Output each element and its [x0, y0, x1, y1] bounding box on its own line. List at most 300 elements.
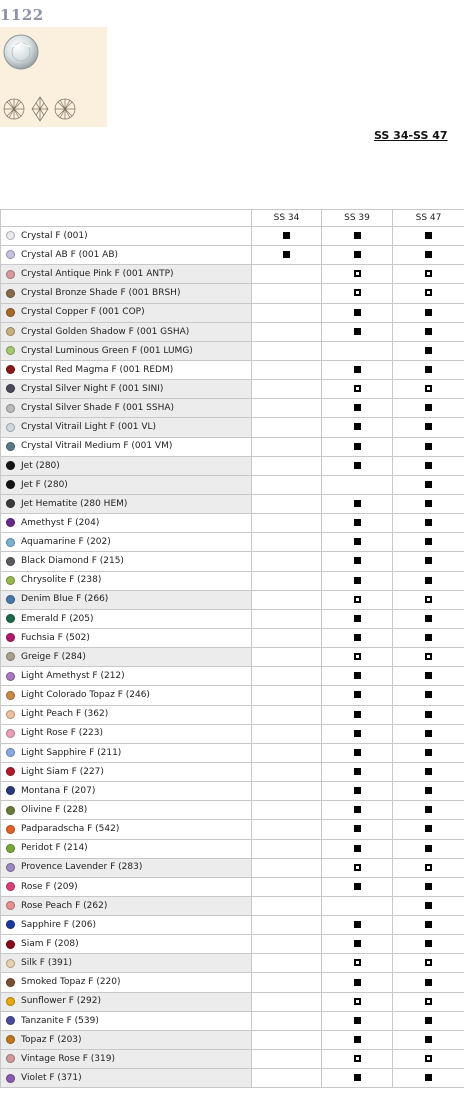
- table-row: [1, 533, 464, 552]
- availability-cell-ss39: [322, 571, 393, 590]
- color-name: Olivine F (228): [21, 805, 88, 816]
- availability-cell-ss34: [252, 896, 322, 915]
- availability-cell-ss34: [252, 227, 322, 246]
- color-name-cell: [1, 609, 252, 628]
- color-swatch-icon: [6, 767, 15, 776]
- table-row: [1, 858, 464, 877]
- color-swatch-icon: [6, 1054, 15, 1063]
- color-name-cell: [1, 877, 252, 896]
- available-filled-icon: [425, 577, 432, 584]
- color-swatch-icon: [6, 920, 15, 929]
- color-name-cell: [1, 628, 252, 647]
- product-code: 1122: [0, 6, 44, 24]
- color-name: Crystal Vitrail Medium F (001 VM): [21, 441, 173, 452]
- color-name: Black Diamond F (215): [21, 556, 124, 567]
- available-filled-icon: [354, 557, 361, 564]
- color-name: Siam F (208): [21, 939, 79, 950]
- color-name-cell: [1, 227, 252, 246]
- color-name-cell: [1, 648, 252, 667]
- table-row: [1, 743, 464, 762]
- availability-cell-ss47: [393, 782, 464, 801]
- availability-cell-ss47: [393, 227, 464, 246]
- availability-cell-ss39: [322, 475, 393, 494]
- availability-cell-ss34: [252, 686, 322, 705]
- availability-cell-ss47: [393, 360, 464, 379]
- availability-cell-ss47: [393, 648, 464, 667]
- availability-cell-ss47: [393, 284, 464, 303]
- color-swatch-icon: [6, 1035, 15, 1044]
- color-name-cell: [1, 284, 252, 303]
- table-row: [1, 686, 464, 705]
- color-name-cell: [1, 839, 252, 858]
- availability-cell-ss34: [252, 456, 322, 475]
- available-filled-icon: [425, 538, 432, 545]
- availability-cell-ss39: [322, 533, 393, 552]
- available-filled-icon: [425, 328, 432, 335]
- availability-cell-ss47: [393, 380, 464, 399]
- color-name-cell: [1, 801, 252, 820]
- availability-cell-ss34: [252, 380, 322, 399]
- color-swatch-icon: [6, 595, 15, 604]
- table-row: [1, 839, 464, 858]
- availability-cell-ss47: [393, 762, 464, 781]
- color-name-cell: [1, 437, 252, 456]
- color-name: Crystal Antique Pink F (001 ANTP): [21, 269, 174, 280]
- availability-cell-ss39: [322, 1050, 393, 1069]
- availability-cell-ss47: [393, 628, 464, 647]
- availability-cell-ss39: [322, 322, 393, 341]
- available-filled-icon: [354, 730, 361, 737]
- table-row: [1, 954, 464, 973]
- availability-cell-ss34: [252, 839, 322, 858]
- color-name: Light Rose F (223): [21, 728, 104, 739]
- color-name-cell: [1, 265, 252, 284]
- color-name-cell: [1, 992, 252, 1011]
- color-swatch-icon: [6, 250, 15, 259]
- color-name-cell: [1, 820, 252, 839]
- availability-cell-ss34: [252, 265, 322, 284]
- color-name-cell: [1, 954, 252, 973]
- availability-cell-ss39: [322, 801, 393, 820]
- availability-cell-ss34: [252, 820, 322, 839]
- table-row: [1, 782, 464, 801]
- color-name-cell: [1, 514, 252, 533]
- color-swatch-icon: [6, 461, 15, 470]
- availability-cell-ss47: [393, 456, 464, 475]
- available-open-icon: [354, 959, 361, 966]
- color-swatch-icon: [6, 729, 15, 738]
- available-filled-icon: [354, 309, 361, 316]
- availability-cell-ss39: [322, 284, 393, 303]
- available-filled-icon: [354, 921, 361, 928]
- availability-cell-ss47: [393, 705, 464, 724]
- table-row: [1, 360, 464, 379]
- available-open-icon: [425, 596, 432, 603]
- color-name: Crystal Luminous Green F (001 LUMG): [21, 345, 193, 356]
- available-filled-icon: [354, 634, 361, 641]
- color-swatch-icon: [6, 691, 15, 700]
- available-filled-icon: [425, 940, 432, 947]
- available-open-icon: [354, 998, 361, 1005]
- color-name: Jet Hematite (280 HEM): [21, 498, 128, 509]
- color-name: Padparadscha F (542): [21, 824, 120, 835]
- color-swatch-icon: [6, 997, 15, 1006]
- column-header-name: [1, 210, 252, 227]
- availability-cell-ss34: [252, 1069, 322, 1088]
- color-name: Crystal Golden Shadow F (001 GSHA): [21, 326, 190, 337]
- color-name: Light Peach F (362): [21, 709, 109, 720]
- color-swatch-icon: [6, 786, 15, 795]
- table-row: [1, 494, 464, 513]
- availability-cell-ss47: [393, 1030, 464, 1049]
- color-availability-table: [0, 209, 464, 1088]
- available-filled-icon: [354, 806, 361, 813]
- available-open-icon: [425, 959, 432, 966]
- availability-cell-ss34: [252, 762, 322, 781]
- availability-cell-ss39: [322, 628, 393, 647]
- availability-cell-ss47: [393, 533, 464, 552]
- available-filled-icon: [354, 979, 361, 986]
- table-row: [1, 1069, 464, 1088]
- color-swatch-icon: [6, 633, 15, 642]
- color-name-cell: [1, 533, 252, 552]
- availability-cell-ss39: [322, 839, 393, 858]
- color-name-cell: [1, 399, 252, 418]
- availability-cell-ss47: [393, 609, 464, 628]
- availability-cell-ss34: [252, 743, 322, 762]
- available-filled-icon: [354, 787, 361, 794]
- availability-cell-ss34: [252, 1030, 322, 1049]
- table-row: [1, 552, 464, 571]
- color-name-cell: [1, 705, 252, 724]
- color-name-cell: [1, 686, 252, 705]
- availability-cell-ss39: [322, 667, 393, 686]
- availability-cell-ss39: [322, 380, 393, 399]
- availability-cell-ss39: [322, 954, 393, 973]
- available-filled-icon: [425, 500, 432, 507]
- available-filled-icon: [354, 691, 361, 698]
- color-name-cell: [1, 360, 252, 379]
- availability-cell-ss47: [393, 341, 464, 360]
- availability-cell-ss34: [252, 705, 322, 724]
- availability-cell-ss34: [252, 858, 322, 877]
- availability-cell-ss39: [322, 552, 393, 571]
- availability-cell-ss39: [322, 341, 393, 360]
- availability-cell-ss47: [393, 858, 464, 877]
- availability-cell-ss47: [393, 935, 464, 954]
- availability-cell-ss39: [322, 973, 393, 992]
- available-filled-icon: [425, 462, 432, 469]
- size-range-link[interactable]: SS 34-SS 47: [374, 129, 448, 142]
- table-row: [1, 801, 464, 820]
- available-filled-icon: [425, 481, 432, 488]
- available-filled-icon: [425, 711, 432, 718]
- color-name: Smoked Topaz F (220): [21, 977, 121, 988]
- availability-cell-ss39: [322, 590, 393, 609]
- available-filled-icon: [354, 768, 361, 775]
- available-filled-icon: [354, 404, 361, 411]
- available-filled-icon: [354, 462, 361, 469]
- available-filled-icon: [354, 500, 361, 507]
- availability-cell-ss39: [322, 724, 393, 743]
- table-row: [1, 322, 464, 341]
- color-name-cell: [1, 896, 252, 915]
- available-open-icon: [425, 998, 432, 1005]
- color-swatch-icon: [6, 384, 15, 393]
- table-row: [1, 341, 464, 360]
- availability-cell-ss47: [393, 475, 464, 494]
- color-name: Rose F (209): [21, 881, 78, 892]
- available-filled-icon: [354, 711, 361, 718]
- table-row: [1, 265, 464, 284]
- color-swatch-icon: [6, 423, 15, 432]
- availability-cell-ss34: [252, 341, 322, 360]
- color-name: Crystal Bronze Shade F (001 BRSH): [21, 288, 181, 299]
- available-filled-icon: [425, 691, 432, 698]
- available-filled-icon: [425, 443, 432, 450]
- table-row: [1, 1030, 464, 1049]
- availability-cell-ss39: [322, 437, 393, 456]
- available-filled-icon: [425, 806, 432, 813]
- color-name: Peridot F (214): [21, 843, 88, 854]
- availability-cell-ss39: [322, 360, 393, 379]
- availability-cell-ss47: [393, 265, 464, 284]
- availability-cell-ss34: [252, 246, 322, 265]
- available-filled-icon: [425, 921, 432, 928]
- available-open-icon: [354, 1055, 361, 1062]
- availability-cell-ss39: [322, 246, 393, 265]
- available-filled-icon: [354, 672, 361, 679]
- availability-cell-ss34: [252, 284, 322, 303]
- availability-cell-ss47: [393, 399, 464, 418]
- color-name: Crystal Copper F (001 COP): [21, 307, 145, 318]
- color-name: Light Colorado Topaz F (246): [21, 690, 150, 701]
- color-name: Chrysolite F (238): [21, 575, 102, 586]
- availability-cell-ss39: [322, 877, 393, 896]
- table-row: [1, 648, 464, 667]
- availability-cell-ss47: [393, 954, 464, 973]
- available-filled-icon: [283, 232, 290, 239]
- available-open-icon: [425, 864, 432, 871]
- color-name-cell: [1, 341, 252, 360]
- product-image-panel: [0, 27, 107, 127]
- color-name: Greige F (284): [21, 651, 86, 662]
- color-name-cell: [1, 1069, 252, 1088]
- available-filled-icon: [425, 519, 432, 526]
- available-filled-icon: [425, 1074, 432, 1081]
- availability-cell-ss34: [252, 533, 322, 552]
- color-name-cell: [1, 246, 252, 265]
- color-swatch-icon: [6, 672, 15, 681]
- available-filled-icon: [354, 538, 361, 545]
- availability-cell-ss34: [252, 360, 322, 379]
- table-row: [1, 456, 464, 475]
- color-name-cell: [1, 322, 252, 341]
- color-name: Amethyst F (204): [21, 517, 100, 528]
- color-name-cell: [1, 494, 252, 513]
- color-name-cell: [1, 1050, 252, 1069]
- color-name: Montana F (207): [21, 785, 96, 796]
- table-row: [1, 571, 464, 590]
- table-row: [1, 916, 464, 935]
- available-filled-icon: [425, 1017, 432, 1024]
- color-name-cell: [1, 552, 252, 571]
- availability-cell-ss47: [393, 1069, 464, 1088]
- availability-cell-ss47: [393, 514, 464, 533]
- color-name: Crystal Vitrail Light F (001 VL): [21, 422, 157, 433]
- available-filled-icon: [425, 404, 432, 411]
- color-swatch-icon: [6, 518, 15, 527]
- table-row: [1, 705, 464, 724]
- color-name: Jet (280): [21, 460, 60, 471]
- available-filled-icon: [354, 749, 361, 756]
- table-row: [1, 284, 464, 303]
- table-row: [1, 399, 464, 418]
- color-name: Sunflower F (292): [21, 996, 101, 1007]
- color-name: Sapphire F (206): [21, 919, 96, 930]
- color-name-cell: [1, 475, 252, 494]
- available-filled-icon: [425, 845, 432, 852]
- availability-cell-ss39: [322, 514, 393, 533]
- availability-cell-ss47: [393, 801, 464, 820]
- color-swatch-icon: [6, 576, 15, 585]
- color-name: Aquamarine F (202): [21, 537, 111, 548]
- available-filled-icon: [425, 251, 432, 258]
- availability-cell-ss39: [322, 992, 393, 1011]
- available-filled-icon: [425, 768, 432, 775]
- table-row: [1, 514, 464, 533]
- availability-cell-ss34: [252, 667, 322, 686]
- color-name: Topaz F (203): [21, 1034, 82, 1045]
- table-row: [1, 762, 464, 781]
- availability-cell-ss34: [252, 514, 322, 533]
- color-name: Vintage Rose F (319): [21, 1053, 115, 1064]
- table-row: [1, 609, 464, 628]
- color-name: Fuchsia F (502): [21, 632, 90, 643]
- table-row: [1, 935, 464, 954]
- availability-cell-ss47: [393, 686, 464, 705]
- color-name: Silk F (391): [21, 958, 73, 969]
- table-row: [1, 227, 464, 246]
- color-name: Light Siam F (227): [21, 766, 104, 777]
- color-name-cell: [1, 418, 252, 437]
- available-filled-icon: [354, 1074, 361, 1081]
- availability-cell-ss34: [252, 590, 322, 609]
- color-swatch-icon: [6, 901, 15, 910]
- availability-cell-ss34: [252, 494, 322, 513]
- column-header-ss39: SS 39: [322, 210, 393, 227]
- available-open-icon: [425, 289, 432, 296]
- available-open-icon: [425, 653, 432, 660]
- color-name-cell: [1, 1011, 252, 1030]
- color-name: Violet F (371): [21, 1073, 82, 1083]
- availability-cell-ss47: [393, 877, 464, 896]
- availability-cell-ss34: [252, 437, 322, 456]
- table-row: [1, 475, 464, 494]
- availability-cell-ss47: [393, 246, 464, 265]
- available-filled-icon: [425, 615, 432, 622]
- table-row: [1, 246, 464, 265]
- color-swatch-icon: [6, 289, 15, 298]
- color-swatch-icon: [6, 959, 15, 968]
- availability-cell-ss39: [322, 782, 393, 801]
- availability-cell-ss47: [393, 820, 464, 839]
- color-swatch-icon: [6, 806, 15, 815]
- availability-cell-ss47: [393, 590, 464, 609]
- availability-cell-ss34: [252, 303, 322, 322]
- available-open-icon: [425, 1055, 432, 1062]
- available-filled-icon: [354, 251, 361, 258]
- availability-cell-ss39: [322, 935, 393, 954]
- availability-cell-ss39: [322, 1030, 393, 1049]
- color-swatch-icon: [6, 844, 15, 853]
- color-name-cell: [1, 743, 252, 762]
- available-open-icon: [354, 653, 361, 660]
- table-row: [1, 820, 464, 839]
- availability-cell-ss39: [322, 494, 393, 513]
- availability-cell-ss47: [393, 973, 464, 992]
- color-swatch-icon: [6, 480, 15, 489]
- available-filled-icon: [354, 825, 361, 832]
- availability-cell-ss34: [252, 571, 322, 590]
- color-swatch-icon: [6, 538, 15, 547]
- availability-cell-ss34: [252, 935, 322, 954]
- availability-cell-ss39: [322, 1069, 393, 1088]
- color-name-cell: [1, 571, 252, 590]
- color-name-cell: [1, 762, 252, 781]
- availability-cell-ss34: [252, 399, 322, 418]
- availability-cell-ss47: [393, 1050, 464, 1069]
- availability-cell-ss47: [393, 667, 464, 686]
- available-filled-icon: [354, 577, 361, 584]
- color-swatch-icon: [6, 882, 15, 891]
- table-row: [1, 896, 464, 915]
- color-name-cell: [1, 456, 252, 475]
- column-header-ss34: SS 34: [252, 210, 322, 227]
- color-name-cell: [1, 303, 252, 322]
- color-swatch-icon: [6, 499, 15, 508]
- color-swatch-icon: [6, 748, 15, 757]
- table-row: [1, 303, 464, 322]
- available-filled-icon: [425, 634, 432, 641]
- available-open-icon: [354, 596, 361, 603]
- color-name-cell: [1, 724, 252, 743]
- availability-cell-ss39: [322, 820, 393, 839]
- color-swatch-icon: [6, 652, 15, 661]
- available-open-icon: [354, 385, 361, 392]
- available-filled-icon: [354, 615, 361, 622]
- availability-cell-ss34: [252, 322, 322, 341]
- availability-cell-ss39: [322, 858, 393, 877]
- available-open-icon: [354, 864, 361, 871]
- available-filled-icon: [354, 1036, 361, 1043]
- availability-cell-ss34: [252, 475, 322, 494]
- table-row: [1, 724, 464, 743]
- column-header-ss47: SS 47: [393, 210, 464, 227]
- availability-cell-ss39: [322, 418, 393, 437]
- color-swatch-icon: [6, 327, 15, 336]
- available-filled-icon: [354, 1017, 361, 1024]
- available-filled-icon: [354, 519, 361, 526]
- color-swatch-icon: [6, 270, 15, 279]
- availability-cell-ss39: [322, 303, 393, 322]
- color-name-cell: [1, 1030, 252, 1049]
- color-swatch-icon: [6, 346, 15, 355]
- availability-cell-ss47: [393, 1011, 464, 1030]
- color-name-cell: [1, 916, 252, 935]
- available-filled-icon: [425, 749, 432, 756]
- available-filled-icon: [425, 347, 432, 354]
